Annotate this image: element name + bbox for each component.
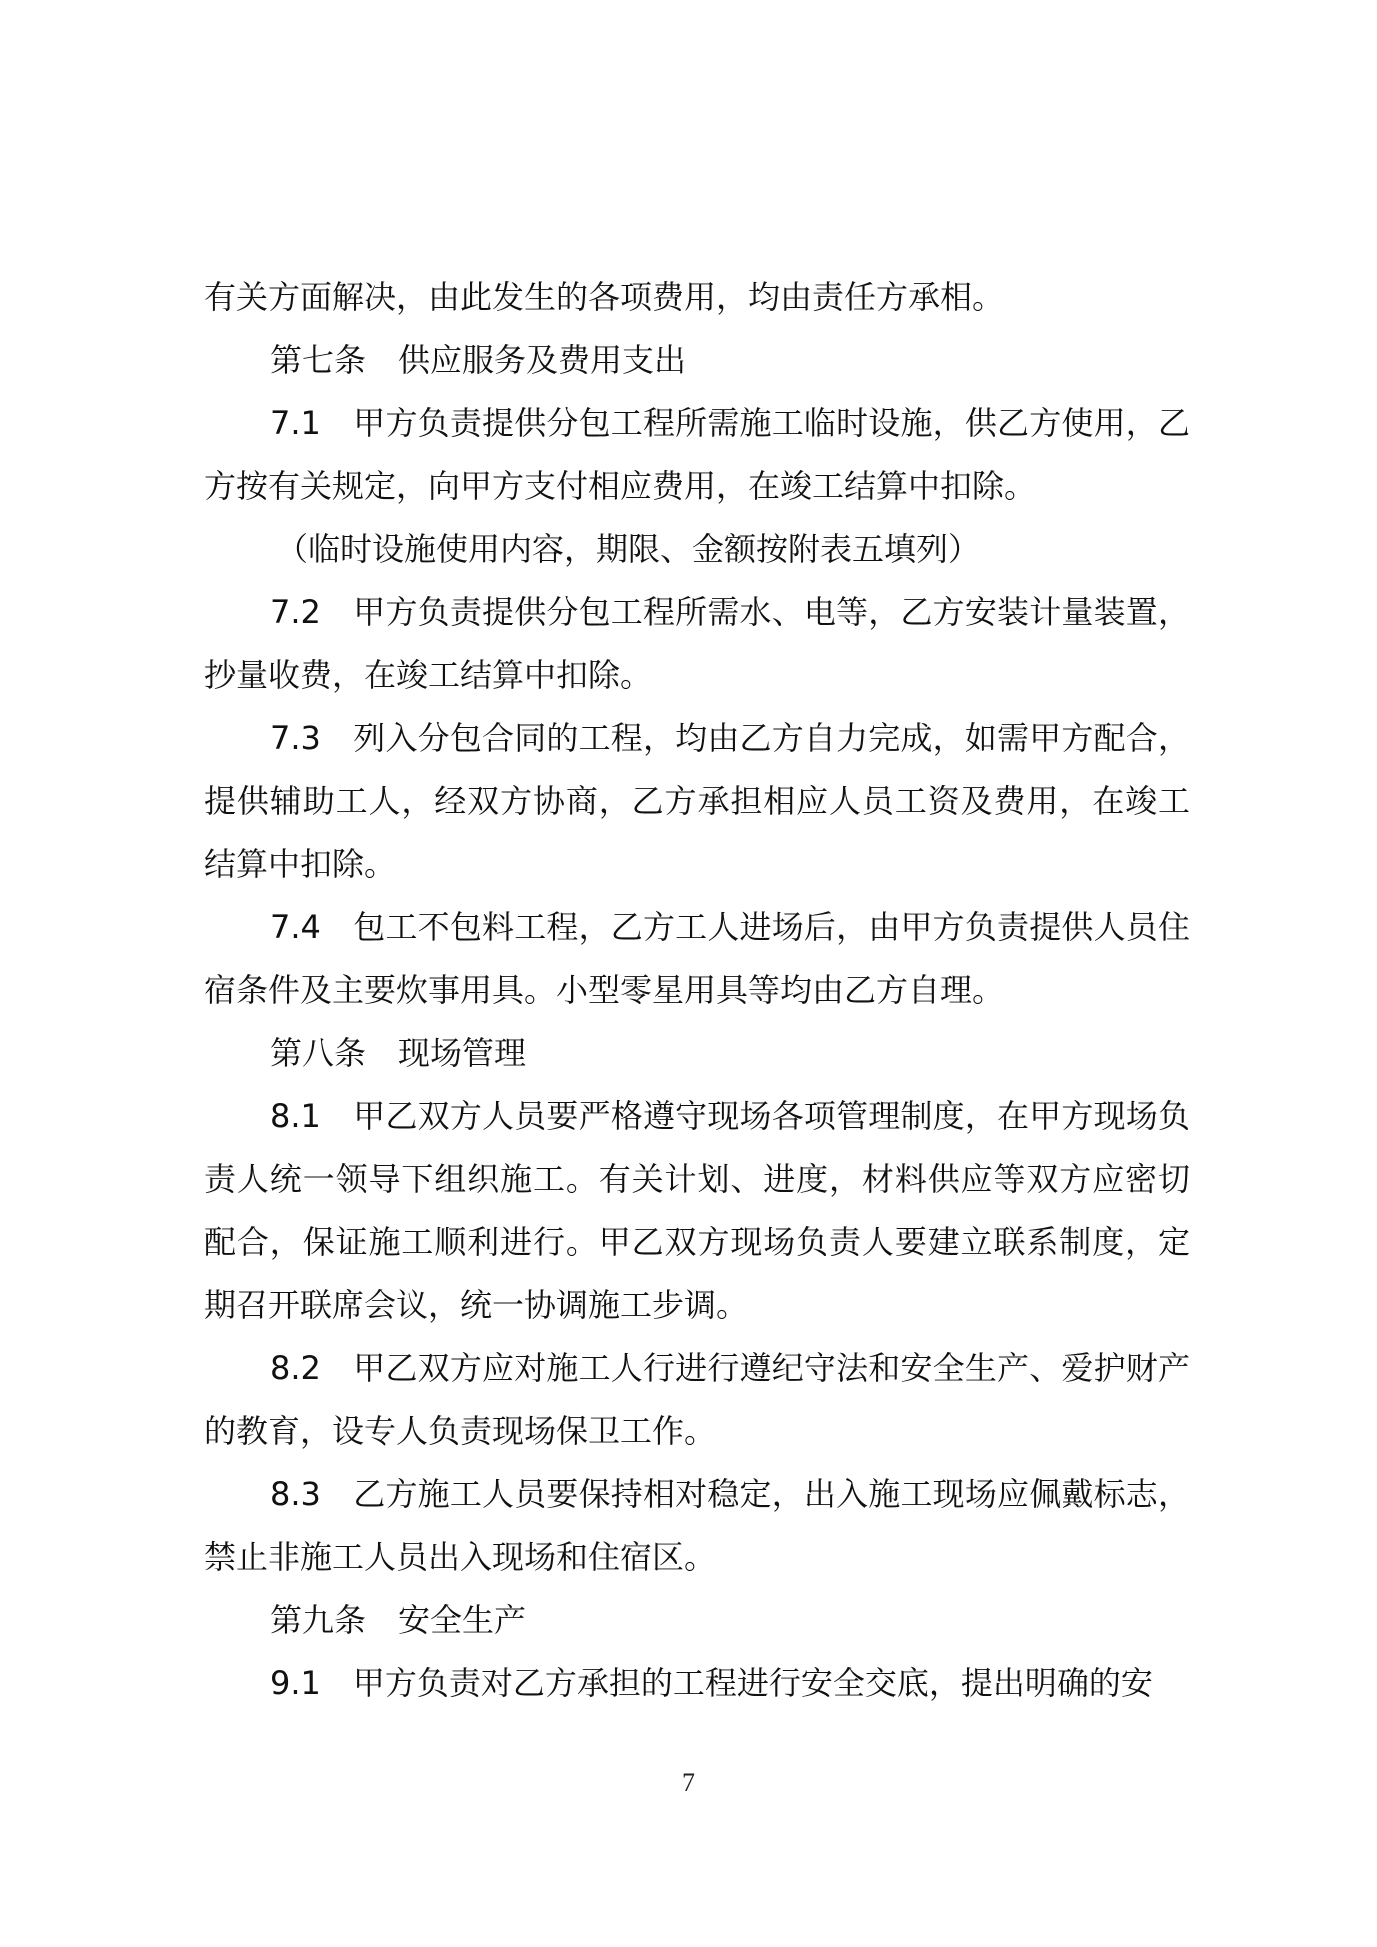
section-heading-7: 第七条 供应服务及费用支出 [270,341,687,379]
page-number: 7 [682,1768,695,1797]
section-heading-9: 第九条 安全生产 [270,1601,527,1639]
clause-7-2: 7.2 甲方负责提供分包工程所需水、电等，乙方安装计量装置，抄量收费，在竣工结算中扣除。 [204,593,1190,694]
paragraph: 有关方面解决，由此发生的各项费用，均由责任方承相。 [204,278,1005,316]
clause-7-1-note: （临时设施使用内容，期限、金额按附表五填列） [276,530,981,568]
clause-8-3: 8.3 乙方施工人员要保持相对稳定，出入施工现场应佩戴标志，禁止非施工人员出入现场和住宿区。 [204,1475,1190,1576]
clause-7-3: 7.3 列入分包合同的工程，均由乙方自力完成，如需甲方配合，提供辅助工人，经双方协商，乙方承担相应人员工资及费用，在竣工结算中扣除。 [204,719,1190,883]
section-heading-8: 第八条 现场管理 [270,1034,527,1072]
clause-9-1: 9.1 甲方负责对乙方承担的工程进行安全交底，提出明确的安 [270,1664,1153,1702]
clause-8-2: 8.2 甲乙双方应对施工人行进行遵纪守法和安全生产、爱护财产的教育，设专人负责现场保卫工作。 [204,1349,1190,1450]
clause-8-1: 8.1 甲乙双方人员要严格遵守现场各项管理制度，在甲方现场负责人统一领导下组织施工。有关计划、进度，材料供应等双方应密切配合，保证施工顺利进行。甲乙双方现场负责人要建立联系制度，定期召开联席会议，统一协调施工步调。 [204,1097,1190,1324]
clause-7-1: 7.1 甲方负责提供分包工程所需施工临时设施，供乙方使用，乙方按有关规定，向甲方支付相应费用，在竣工结算中扣除。 [204,404,1190,505]
clause-7-4: 7.4 包工不包料工程，乙方工人进场后，由甲方负责提供人员住宿条件及主要炊事用具。小型零星用具等均由乙方自理。 [204,908,1190,1009]
document-body [204,266,1190,1715]
